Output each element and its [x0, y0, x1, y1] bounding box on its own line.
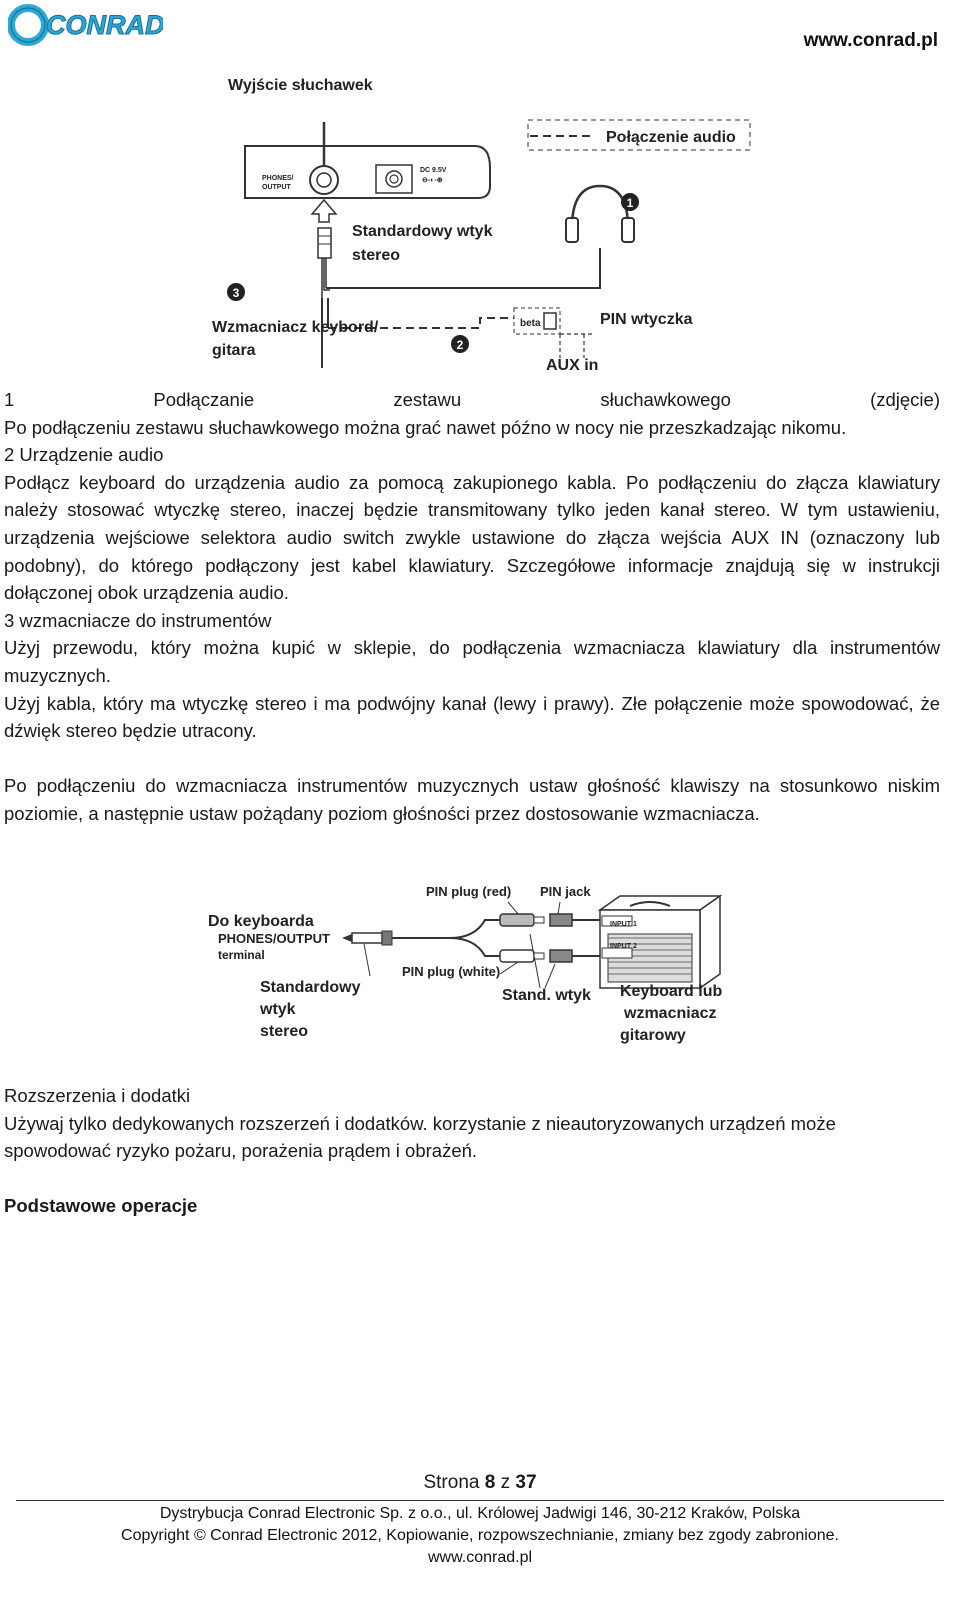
site-url[interactable]: www.conrad.pl [803, 30, 938, 51]
std-plug-label-1: Standardowy [260, 979, 361, 996]
svg-text:2: 2 [456, 338, 464, 352]
pin-jack-icon [550, 914, 572, 962]
paragraph-amplifier-cable: Użyj przewodu, który można kupić w sklepie, do podłączenia wzmacniacza klawiatury dla instrumentów muzycznych. [4, 637, 940, 686]
svg-text:1: 1 [626, 196, 634, 210]
footer-url[interactable]: www.conrad.pl [427, 1549, 533, 1566]
pin-plug-red-label: PIN plug (red) [426, 884, 512, 899]
pin-plug-white-label: PIN plug (white) [402, 964, 501, 979]
basic-operations-heading: Podstawowe operacje [4, 1195, 198, 1216]
amplifier-icon [600, 896, 720, 988]
input2-label: INPUT 2 [610, 943, 637, 950]
stereo-plug-icon [342, 931, 392, 945]
section-heading-3: 3 wzmacniacze do instrumentów [4, 609, 272, 631]
paragraph-headphones: Po podłączeniu zestawu słuchawkowego można grać nawet późno w nocy nie przeszkadzając nikomu. [4, 416, 847, 438]
amp-label-1: Keyboard lub [620, 983, 723, 1000]
page-footer [0, 1470, 960, 1569]
extensions-section [4, 1082, 940, 1165]
connection-instructions [4, 386, 940, 828]
port-label-1: PHONES/ [262, 175, 294, 182]
figure1-title: Wyjście słuchawek [228, 77, 373, 94]
svg-text:3: 3 [232, 286, 240, 300]
port-label-2: OUTPUT [262, 184, 291, 191]
stereo-plug-icon [318, 228, 331, 258]
conrad-logo [8, 4, 163, 46]
footer-copyright: Copyright © Conrad Electronic 2012, Kopiowanie, rozpowszechnianie, zmiany bez zgody zabronione. [121, 1527, 839, 1544]
pin-plug-red-icon [500, 914, 544, 926]
footer-divider [16, 1500, 944, 1501]
plug-label-2: stereo [352, 247, 401, 264]
pin-label: PIN wtyczka [600, 311, 693, 328]
amp-label-2: wzmacniacz [624, 1005, 717, 1022]
aux-label: AUX in [546, 357, 599, 374]
svg-text:⊖-◐-⊕: ⊖-◐-⊕ [422, 177, 443, 184]
pin-jack-label: PIN jack [540, 884, 591, 899]
phones-output-label: PHONES/OUTPUT [218, 931, 330, 946]
amp-label-3: gitarowy [620, 1027, 686, 1044]
stand-plug-label: Stand. wtyk [502, 987, 591, 1004]
amp-label-1: Wzmacniacz keybord/ [212, 319, 379, 336]
up-arrow-icon [312, 200, 336, 222]
dc-label: DC 9.5V [420, 167, 447, 174]
paragraph-stereo-cable: Użyj kabla, który ma wtyczkę stereo i ma podwójny kanał (lewy i prawy). Złe połączenie może spowodować, że dźwięk stereo będzie utracony. [4, 692, 940, 742]
to-keyboard-label: Do keyboarda [208, 913, 314, 930]
legend-label: Połączenie audio [606, 129, 736, 146]
beta-label: beta [520, 318, 541, 329]
section-heading-2: 2 Urządzenie audio [4, 444, 164, 466]
paragraph-volume: Po podłączeniu do wzmacniacza instrumentów muzycznych ustaw głośność klawiszy na stosunkowo niskim poziomie, a następnie ustaw pożądany poziom głośności przez dostosowanie wzmacniacza. [4, 775, 940, 824]
std-plug-label-3: stereo [260, 1023, 309, 1040]
std-plug-label-2: wtyk [260, 1001, 296, 1018]
amp-label-2: gitara [212, 342, 256, 359]
extensions-text: Używaj tylko dedykowanych rozszerzeń i dodatków. korzystanie z nieautoryzowanych urządzeń może spowodować ryzyko pożaru, porażenia prądem i obrażeń. [4, 1112, 836, 1162]
page-number: Strona 8 z 37 [423, 1472, 537, 1493]
extensions-heading: Rozszerzenia i dodatki [4, 1085, 191, 1106]
input1-label: INPUT 1 [610, 921, 637, 928]
amplifier-connection-diagram [200, 878, 760, 1058]
headphone-connection-diagram [200, 68, 760, 380]
logo-wordmark: CONRAD [46, 10, 163, 40]
terminal-label: terminal [218, 948, 265, 962]
paragraph-audio-device: Podłącz keyboard do urządzenia audio za pomocą zakupionego kabla. Po podłączeniu do złącza klawiatury należy stosować wtyczkę stereo, inaczej będzie transmitowany tylko jeden kanał stereo. W tym ustawieniu, urządzenia wejściowe selektora audio switch zwykle ustawione do złącza wejścia AUX IN (oznaczony lub podobny), do którego podłączony jest kabel klawiatury. Szczegółowe informacje znajdują się w instrukcji dołączonej obok urządzenia audio. [4, 471, 940, 604]
plug-label-1: Standardowy wtyk [352, 223, 493, 240]
footer-distributor: Dystrybucja Conrad Electronic Sp. z o.o., ul. Królowej Jadwigi 146, 30-212 Kraków, Polska [159, 1505, 801, 1522]
headphones-icon [566, 186, 634, 242]
pin-plug-white-icon [500, 950, 544, 962]
section-heading-1: 1 Podłączanie zestawu słuchawkowego (zdjęcie) [4, 389, 940, 410]
